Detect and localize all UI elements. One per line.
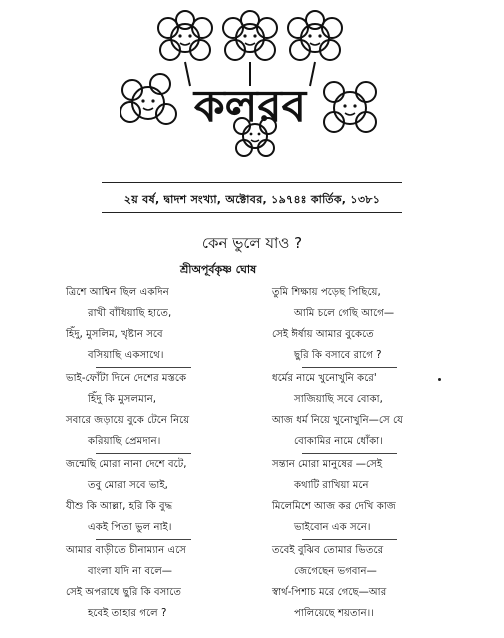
poem-line: হিঁদু কি মুসলমান, [88,394,157,405]
poem-line: স্বার্থ-পিশাচ মরে গেছে—আর [272,587,387,598]
poem-line: আমার বাড়ীতে চীনাম্যান এসে [66,545,187,556]
poem-line: রাখী বাঁধিয়াছি হাতে, [88,308,172,319]
flower-face-icon [120,74,176,124]
poem-line: আজ ধর্ম নিয়ে খুনোখুনি—সে যে [272,415,403,426]
poem-line: বাংলা যদি না বলে— [88,566,172,577]
poem-line: ধর্মের নামে খুনোখুনি করে' [272,373,377,384]
poem-line: তবু মোরা সবে ভাই, [88,480,168,491]
poem-line: জেগেছেন ভগবান— [294,566,377,577]
poem-line: ভাইবোন এক সনে। [294,522,371,533]
masthead-title: কলরব [193,81,307,132]
poem-line: যীশু কি আল্লা, হরি কি বুদ্ধ [66,501,173,512]
poem-line: জন্মেছি মোরা নানা দেশে বটে, [66,459,187,470]
flower-face-icon [223,11,277,60]
poem-line: সবারে জড়ায়ে বুকে টেনে নিয়ে [66,415,190,426]
masthead-illustration [120,8,380,158]
poem-title: কেন ভুলে যাও ? [201,234,303,252]
issue-line: ২য় বর্ষ, দ্বাদশ সংখ্যা, অক্টোবর, ১৯৭৪ঃ কার্তিক, ১৩৮১ [123,193,381,206]
poem-line: ভাই-ফোঁটা দিনে দেশের মস্তকে [66,373,187,384]
poem-line: করিয়াছি প্রেমদান। [88,436,161,447]
divider [102,212,402,213]
poem-line: পালিয়েছে শয়তান।। [294,608,374,619]
flower-face-icon [158,11,212,60]
poem-line: বসিয়াছি একসাথে। [88,350,164,361]
poem-line: কথাটি রাখিয়া মনে [294,480,369,491]
stanza-divider [302,367,397,368]
poem-line: সন্তান মোরা মানুষের —সেই [272,459,383,470]
poem-line: মিলেমিশে আজ কর দেখি কাজ [272,501,396,512]
poem-author: শ্রীঅপূর্বকৃষ্ণ ঘোষ [180,263,257,276]
stanza-divider [302,539,397,540]
poem-line: হবেই তাহার গলে ? [88,608,167,619]
divider [102,182,402,183]
poem-line: হিঁদু, মুসলিম, খৃষ্টান সবে [66,329,163,340]
poem-line: তবেই বুঝিব তোমার ভিতরে [272,545,384,556]
stanza-divider [96,367,191,368]
poem-line: সাজিয়াছি সবে বোকা, [294,394,383,405]
poem-line: বোকামির নামে ধোঁকা। [294,436,383,447]
ink-dot [438,378,441,381]
poem-line: তুমি শিক্ষায় পড়েছ পিছিয়ে, [272,287,381,298]
poem-line: সেই ঈর্ষায় আমার বুকেতে [272,329,374,340]
flower-face-icon [288,11,342,60]
poem-line: সেই অপরাধে ছুরি কি বসাতে [66,587,182,598]
stanza-divider [96,539,191,540]
stanza-divider [302,453,397,454]
poem-line: ছুরি কি বসাবে রাগে ? [294,350,382,361]
poem-line: একই পিতা ভুল নাই। [88,522,172,533]
stanza-divider [96,453,191,454]
poem-line: আমি চলে গেছি আগে— [294,308,395,319]
poem-line: ত্রিশে আশ্বিন ছিল একদিন [66,287,169,298]
flower-face-icon [324,82,376,132]
